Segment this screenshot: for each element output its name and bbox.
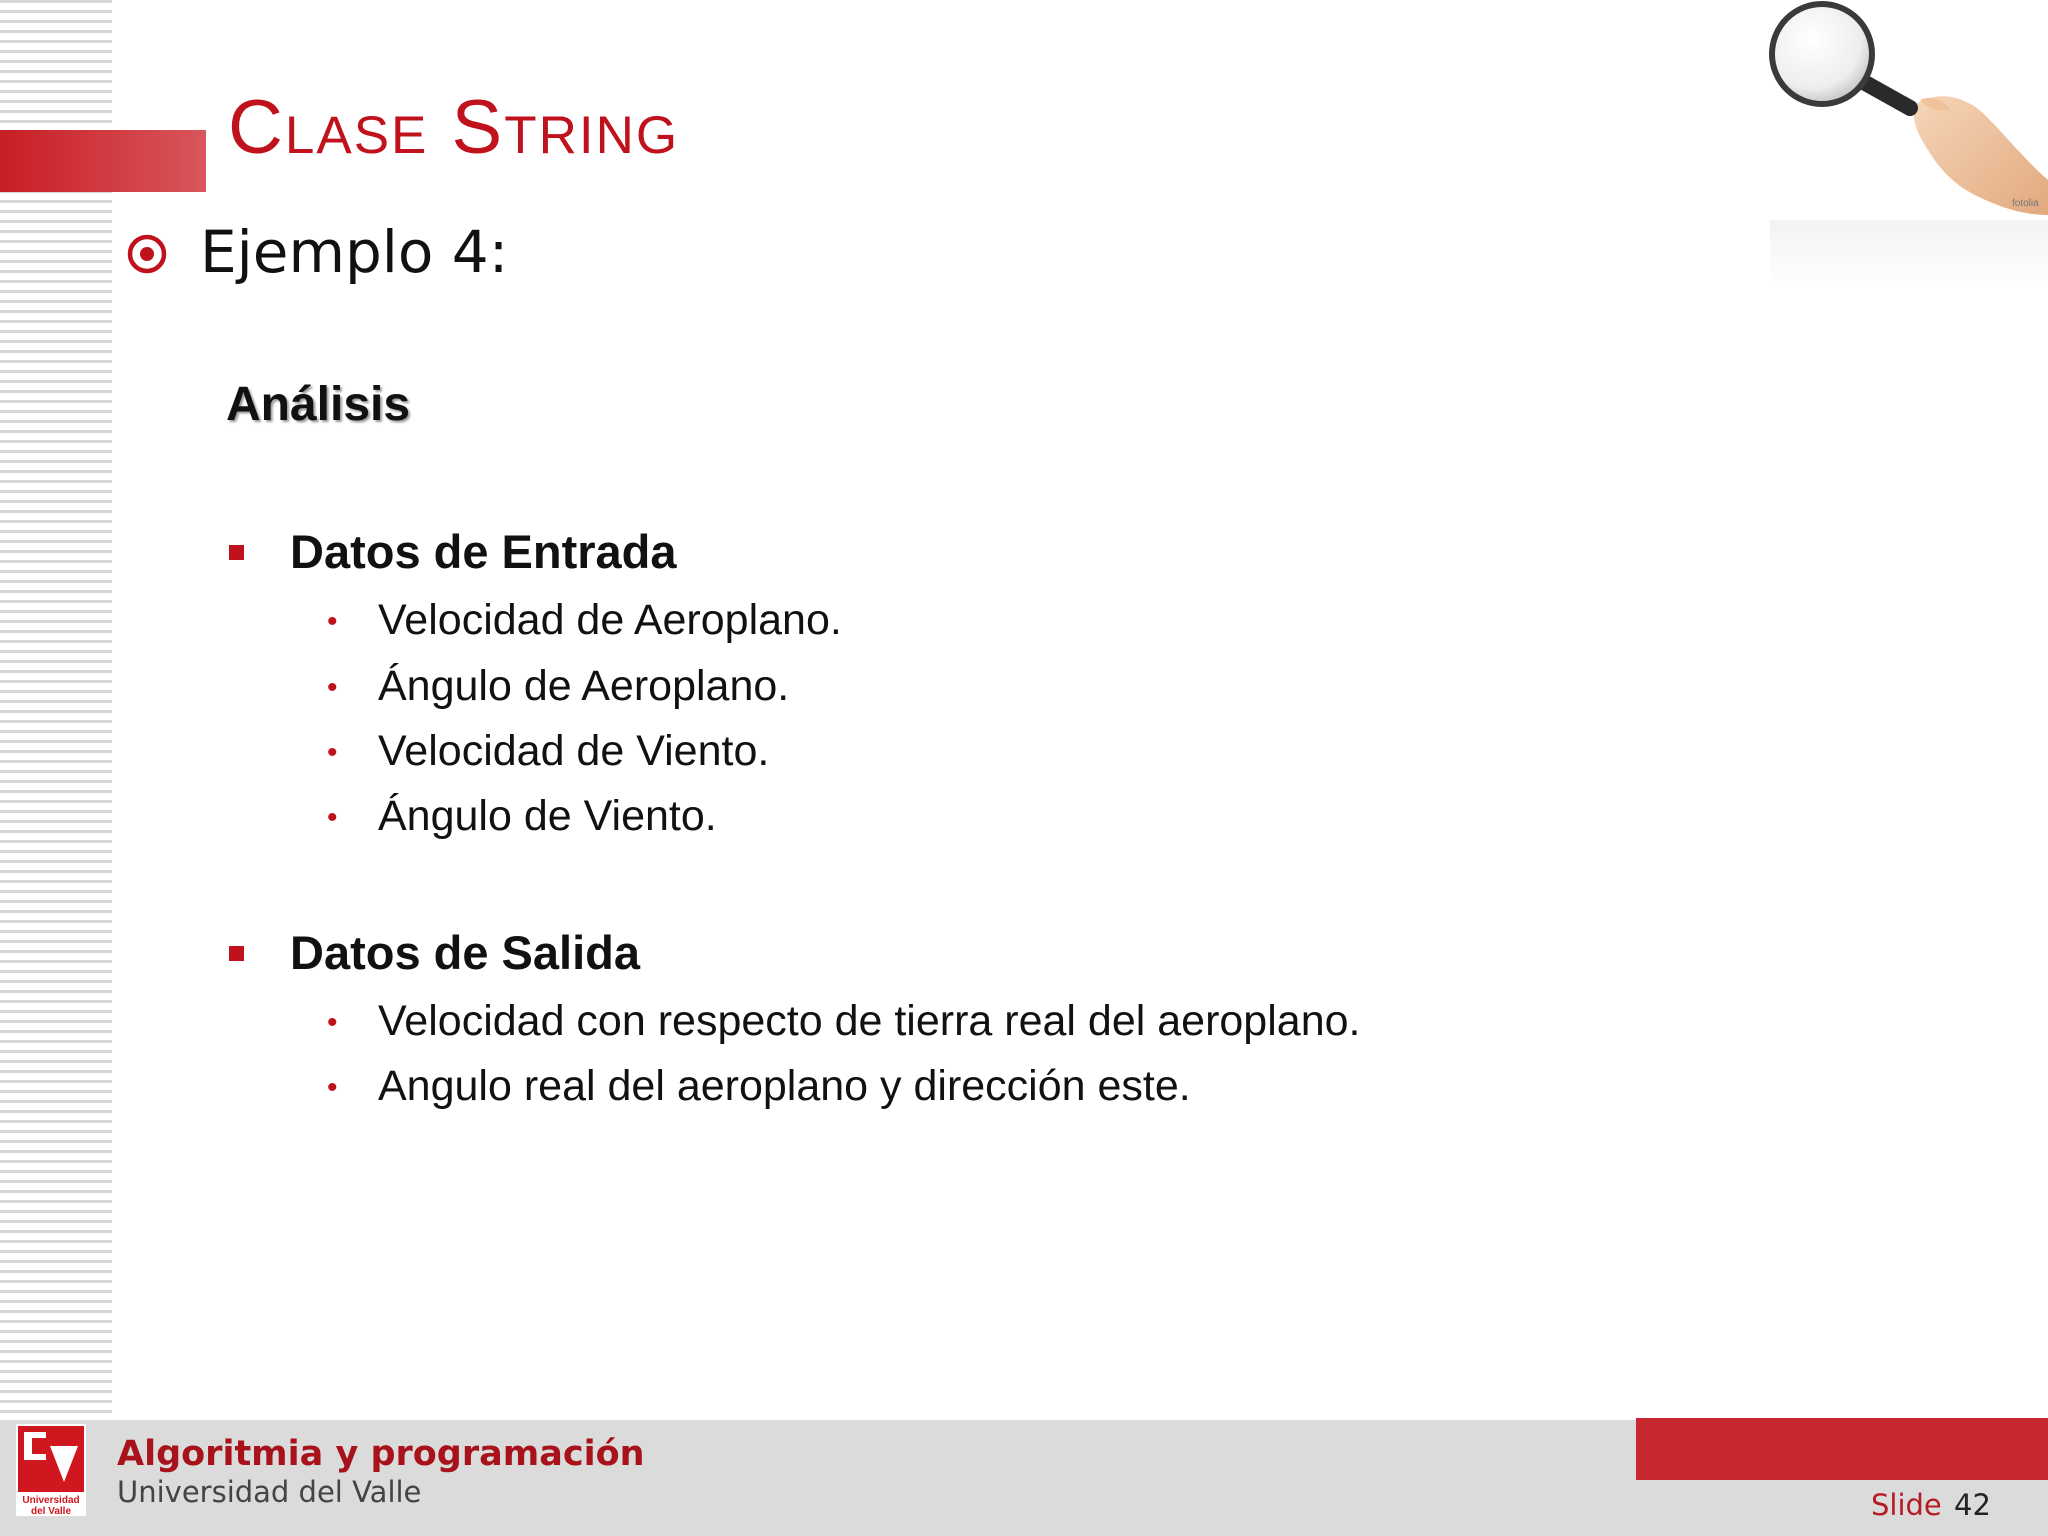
slide-number: 42 <box>1954 1488 1991 1522</box>
course-name: Algoritmia y programación <box>117 1434 645 1474</box>
svg-text:Universidad: Universidad <box>22 1495 80 1506</box>
list-item: Velocidad con respecto de tierra real del aeroplano. <box>378 997 1361 1045</box>
title-accent-bar <box>0 130 206 192</box>
square-bullet-icon <box>229 946 244 961</box>
circle-dot-bullet-icon <box>126 233 168 275</box>
slide-title: Clase String <box>228 85 680 170</box>
round-bullet-icon: • <box>327 1071 338 1104</box>
left-stripe-decoration <box>0 0 112 1420</box>
list-item: Velocidad de Viento. <box>378 727 770 775</box>
list-item: Ángulo de Aeroplano. <box>378 662 790 710</box>
round-bullet-icon: • <box>327 671 338 704</box>
round-bullet-icon: • <box>327 1006 338 1039</box>
analysis-heading: Análisis <box>226 378 411 431</box>
watermark-text: fotolia <box>2012 198 2039 209</box>
university-name: Universidad del Valle <box>117 1475 422 1509</box>
svg-text:del Valle: del Valle <box>30 1506 72 1516</box>
list-item: Ángulo de Viento. <box>378 792 717 840</box>
slide-label: Slide <box>1871 1488 1942 1522</box>
round-bullet-icon: • <box>327 736 338 769</box>
magnifying-glass-in-hand-image <box>1750 0 2048 300</box>
round-bullet-icon: • <box>327 605 338 638</box>
university-logo <box>16 1424 86 1516</box>
footer-accent-bar <box>1636 1418 2048 1480</box>
section-title-entrada: Datos de Entrada <box>290 525 677 578</box>
list-item: Velocidad de Aeroplano. <box>378 596 842 644</box>
square-bullet-icon <box>229 545 244 560</box>
list-item: Angulo real del aeroplano y dirección este. <box>378 1062 1191 1110</box>
round-bullet-icon: • <box>327 801 338 834</box>
section-title-salida: Datos de Salida <box>290 926 640 979</box>
lead-text: Ejemplo 4: <box>200 218 509 286</box>
